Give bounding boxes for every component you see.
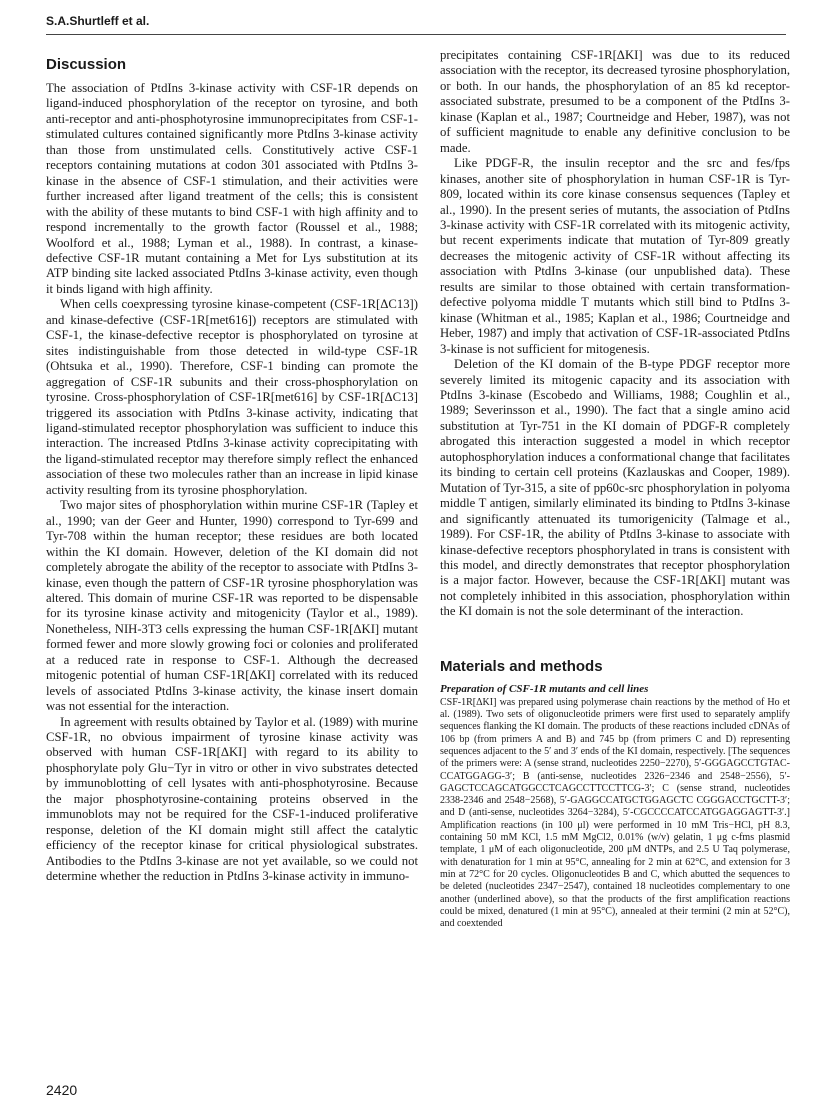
discussion-paragraph-7: Deletion of the KI domain of the B-type PDGF receptor more severely limited its mitogenic capacity and its association with PtdIns 3-kinase (Escobedo and Williams, 1988; Coughlin et al., 1989; Severinsson et al., 1990). The fact that a single amino acid substitution at Tyr-751 in the KI domain of PDGF-R completely abrogated this interaction suggested a model in which receptor autophosphorylation induces a conformational change that facilitates its binding to certain cell proteins (Kazlauskas and Cooper, 1989). Mutation of Tyr-315, a site of pp60c-src phosphorylation in polyoma middle T antigen, similarly eliminated its binding to PtdIns 3-kinase and significantly attenuated its tumorigenicity (Talmage et al., 1989). For CSF-1R, the ability of PtdIns 3-kinase to associate with kinase-defective receptors phosphorylated in trans is consistent with this model, and directly demonstrates that receptor phosphorylation is a major factor. However, because the CSF-1R[ΔKI] mutant was not completely inhibited in this association, phosphorylation within the KI domain is not the sole determinant of the interaction. xyxy=(440,357,790,619)
discussion-paragraph-3: Two major sites of phosphorylation within murine CSF-1R (Tapley et al., 1990; van der Geer and Hunter, 1990) correspond to Tyr-699 and Tyr-708 within the human receptor; these residues are both located within the KI domain. However, deletion of the KI domain did not completely abrogate the ability of the receptor to associate with PtdIns 3-kinase, even though the pattern of CSF-1R tyrosine phosphorylation was altered. This domain of murine CSF-1R was reported to be dispensable for its tyrosine kinase activity and mitogenicity (Taylor et al., 1989). Nonetheless, NIH-3T3 cells expressing the human CSF-1R[ΔKI] mutant formed fewer and more slowly growing foci or colonies and proliferated at a reduced rate in response to CSF-1. Although the decreased mitogenic potential of human CSF-1R[ΔKI] correlated with its reduced levels of associated PtdIns 3-kinase activity, the kinase insert domain was not essential for the interaction. xyxy=(46,498,418,714)
discussion-paragraph-2: When cells coexpressing tyrosine kinase-competent (CSF-1R[ΔC13]) and kinase-defective (CSF-1R[met616]) receptors are stimulated with CSF-1, the kinase-defective receptor is phosphorylated on tyrosine at sites indistinguishable from those detected in wild-type CSF-1R (Ohtsuka et al., 1990). Therefore, CSF-1 binding can promote the aggregation of CSF-1R subunits and their cross-phosphorylation on tyrosine. Cross-phosphorylation of CSF-1R[met616] by CSF-1R[ΔC13] triggered its association with PtdIns 3-kinase activity, indicating that ligand-stimulated receptor phosphorylation was sufficient to induce this interaction. The increased PtdIns 3-kinase activity coprecipitating with the ligand-stimulated receptor may therefore simply reflect the enhanced association of these two molecules rather than an increase in lipid kinase activity resulting from its tyrosine phosphorylation. xyxy=(46,297,418,497)
discussion-paragraph-6: Like PDGF-R, the insulin receptor and the src and fes/fps kinases, another site of phosphorylation in human CSF-1R is Tyr-809, located within its core kinase consensus sequences (Tapley et al., 1990). In the present series of mutants, the association of PtdIns 3-kinase activity with CSF-1R correlated with its mitogenic activity, but recent experiments indicate that mutation of Tyr-809 greatly decreases the mitogenic activity of CSF-1R without affecting its association with PtdIns 3-kinase (our unpublished data). These results are similar to those obtained with certain transformation-defective polyoma middle T mutants which still bind to PtdIns 3-kinase (Whitman et al., 1985; Kaplan et al., 1986; Courtneidge and Heber, 1987) and imply that activation of CSF-1R-associated PtdIns 3-kinase is not sufficient for mitogenesis. xyxy=(440,156,790,356)
section-spacer xyxy=(440,620,790,650)
page-number: 2420 xyxy=(46,1082,78,1098)
right-column xyxy=(440,48,790,930)
discussion-paragraph-5: precipitates containing CSF-1R[ΔKI] was due to its reduced association with the receptor, its decreased tyrosine phosphorylation, or both. In our hands, the phosphorylation of an 85 kd receptor-associated substrate, presumed to be a component of the PtdIns 3-kinase (Kaplan et al., 1987; Courtneidge and Heber, 1987), was not of sufficient magnitude to enable any definitive conclusion to be made. xyxy=(440,48,790,155)
discussion-paragraph-1: The association of PtdIns 3-kinase activity with CSF-1R depends on ligand-induced phosphorylation of the receptor on tyrosine, and both anti-receptor and anti-phosphotyrosine immunoprecipitates from CSF-1-stimulated cultures contained significantly more PtdIns 3-kinase activity than those from unstimulated cells. Constitutively active CSF-1 receptors containing mutations at codon 301 associated with PtdIns 3-kinase in the absence of CSF-1 stimulation, and their activities were further increased after ligand treatment of the cells; this is consistent with the ability of these mutants to bind CSF-1 with high affinity and to respond incrementally to the growth factor (Roussel et al., 1988; Woolford et al., 1988; Lyman et al., 1988). In contrast, a kinase-defective CSF-1R mutant containing a Met for Lys substitution at its ATP binding site lacked associated PtdIns 3-kinase activity, even though it binds ligand with high affinity. xyxy=(46,81,418,296)
running-head: S.A.Shurtleff et al. xyxy=(46,14,150,28)
methods-heading: Materials and methods xyxy=(440,657,603,675)
methods-subheading: Preparation of CSF-1R mutants and cell lines xyxy=(440,682,649,695)
left-column xyxy=(46,48,418,885)
header-rule xyxy=(46,34,786,35)
methods-paragraph: CSF-1R[ΔKI] was prepared using polymerase chain reactions by the method of Ho et al. (1989). Two sets of oligonucleotide primers were first used to separately amplify sequences flanking the KI domain. The products of these reactions included cDNAs of 106 bp (from primers A and B) and 745 bp (from primers C and D) representing sequences adjacent to the 5′ and 3′ ends of the KI domain, respectively. [The sequences of the primers were: A (sense strand, nucleotides 2250−2270), 5′-GGGAGCCTGTAC-CCATGGAGG-3′; B (anti-sense, nucleotides 2326−2346 and 2548−2556), 5′-GAGCTCCAGCATGGCCTCAGCCTTCCTTCG-3′; C (sense strand, nucleotides 2338-2346 and 2548−2568), 5′-GAGGCCATGCTGGAGCTC CGGGACCTGCTT-3′; and D (anti-sense, nucleotides 3264−3284), 5′-CGCCCCATCCATGGAGGAGTT-3′.] Amplification reactions (in 100 μl) were performed in 10 mM Tris−HCl, pH 8.3, containing 50 mM KCl, 1.5 mM MgCl2, 0.01% (w/v) gelatin, 1 μg c-fms plasmid template, 1 μM of each oligonucleotide, 200 μM dNTPs, and 2.5 U Taq polymerase, with denaturation for 1 min at 95°C, annealing for 2 min at 62°C, and extension for 3 min at 72°C for 20 cycles. Oligonucleotides B and C, which abutted the sequences to be deleted (nucleotides 2347−2547), contained 18 nucleotides complementary to one another (underlined above), so that the products of the first amplification reactions could be mixed, denatured (1 min at 95°C), annealed at their termini (2 min at 52°C), and coextended xyxy=(440,696,790,930)
discussion-heading: Discussion xyxy=(46,56,127,73)
discussion-paragraph-4: In agreement with results obtained by Taylor et al. (1989) with murine CSF-1R, no obvious impairment of tyrosine kinase activity was observed with human CSF-1R[ΔKI] with regard to its ability to phosphorylate poly Glu−Tyr in vitro or other in vivo substrates detected by immunoblotting of cell lysates with anti-phosphotyrosine. Because the major phosphotyrosine-containing proteins observed in the immunoblots may not be required for the CSF-1-induced proliferative response, deletion of the KI domain might still affect the catalytic efficiency of the receptor kinase for critical physiological substrates. Antibodies to the PtdIns 3-kinase are not yet available, so we could not determine whether the reduction in PtdIns 3-kinase activity in immuno- xyxy=(46,714,418,884)
